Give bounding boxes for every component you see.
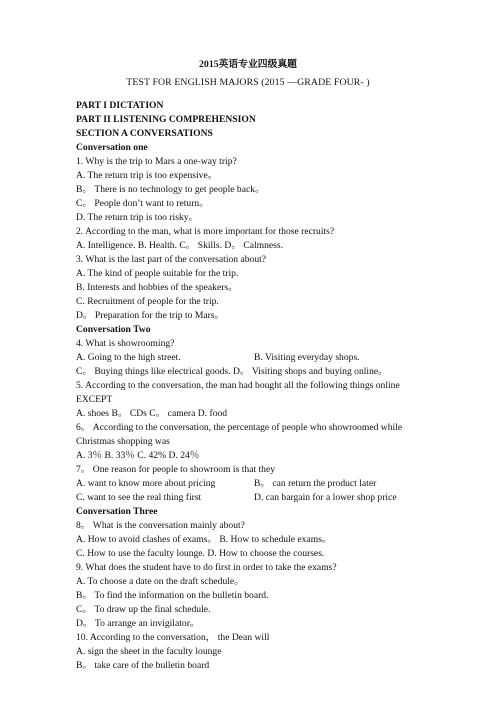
- text-line: D. The return trip is too risky。: [76, 212, 199, 223]
- text-line: 2. According to the man, what is more important for those recruits?: [76, 226, 335, 237]
- option-right: D. can bargain for a lower shop price: [254, 492, 397, 503]
- option-left: C. want to see the real thing first: [76, 492, 202, 503]
- answer-option-row: [76, 491, 422, 505]
- section-heading: Conversation Two: [76, 324, 151, 335]
- answer-option-row: [76, 351, 422, 365]
- text-line: C. Recruitment of people for the trip.: [76, 296, 219, 307]
- text-line: A. Intelligence. B. Health. C。 Skills. D。 Calmness.: [76, 240, 284, 251]
- section-heading: PART II LISTENING COMPREHENSION: [76, 114, 256, 125]
- text-line: 7。 One reason for people to showroom is that they: [76, 464, 276, 475]
- section-heading: Conversation one: [76, 142, 148, 153]
- text-line: 5. According to the conversation, the man had bought all the following things online: [76, 380, 400, 391]
- option-left: A. Going to the high street.: [76, 352, 181, 363]
- text-line: A. To choose a date on the draft schedule。: [76, 576, 244, 587]
- text-line: A. sign the sheet in the faculty lounge: [76, 646, 222, 657]
- text-line: B。 take care of the bulletin board: [76, 660, 210, 671]
- answer-option-row: [76, 477, 422, 491]
- section-heading: Conversation Three: [76, 506, 158, 517]
- document-subtitle: TEST FOR ENGLISH MAJORS (2015 —GRADE FOUR- ): [126, 77, 370, 88]
- text-line: 9. What does the student have to do first in order to take the exams?: [76, 562, 337, 573]
- text-line: A. shoes B。 CDs C。 camera D. food: [76, 408, 228, 419]
- text-line: 8。 What is the conversation mainly about?: [76, 520, 245, 531]
- document-title: 2015英语专业四级真题: [199, 59, 297, 70]
- text-line: 6。 According to the conversation, the percentage of people who showroomed while: [76, 422, 403, 433]
- text-line: B. Interests and hobbies of the speakers。: [76, 282, 238, 293]
- text-line: C。 People don’t want to return。: [76, 198, 209, 209]
- option-right: B。 can return the product later: [254, 478, 377, 489]
- text-line: A. The kind of people suitable for the trip.: [76, 268, 239, 279]
- text-line: D。 To arrange an invigilator。: [76, 618, 200, 629]
- document-body: [76, 99, 422, 673]
- text-line: A. 3％ B. 33％ C. 42% D. 24％: [76, 450, 200, 461]
- text-line: C. How to use the faculty lounge. D. How to choose the courses.: [76, 548, 325, 559]
- text-line: 1. Why is the trip to Mars a one-way trip?: [76, 156, 237, 167]
- text-line: EXCEPT: [76, 394, 113, 405]
- section-heading: PART I DICTATION: [76, 100, 164, 111]
- text-line: Christmas shopping was: [76, 436, 170, 447]
- option-right: B. Visiting everyday shops.: [254, 352, 360, 363]
- text-line: 3. What is the last part of the conversation about?: [76, 254, 267, 265]
- text-line: 4. What is showrooming?: [76, 338, 175, 349]
- section-heading: SECTION A CONVERSATIONS: [76, 128, 213, 139]
- text-line: C。 Buying things like electrical goods. D。 Visiting shops and buying online。: [76, 366, 388, 377]
- text-line: D。 Preparation for the trip to Mars。: [76, 310, 225, 321]
- text-line: B。 There is no technology to get people back。: [76, 184, 265, 195]
- option-left: A. want to know more about pricing: [76, 478, 216, 489]
- text-line: C。 To draw up the final schedule.: [76, 604, 211, 615]
- text-line: A. How to avoid clashes of exams。 B. How to schedule exams。: [76, 534, 332, 545]
- text-line: 10. According to the conversation， the Dean will: [76, 632, 270, 643]
- text-line: B。 To find the information on the bulletin board.: [76, 590, 269, 601]
- text-line: A. The return trip is too expensive。: [76, 170, 218, 181]
